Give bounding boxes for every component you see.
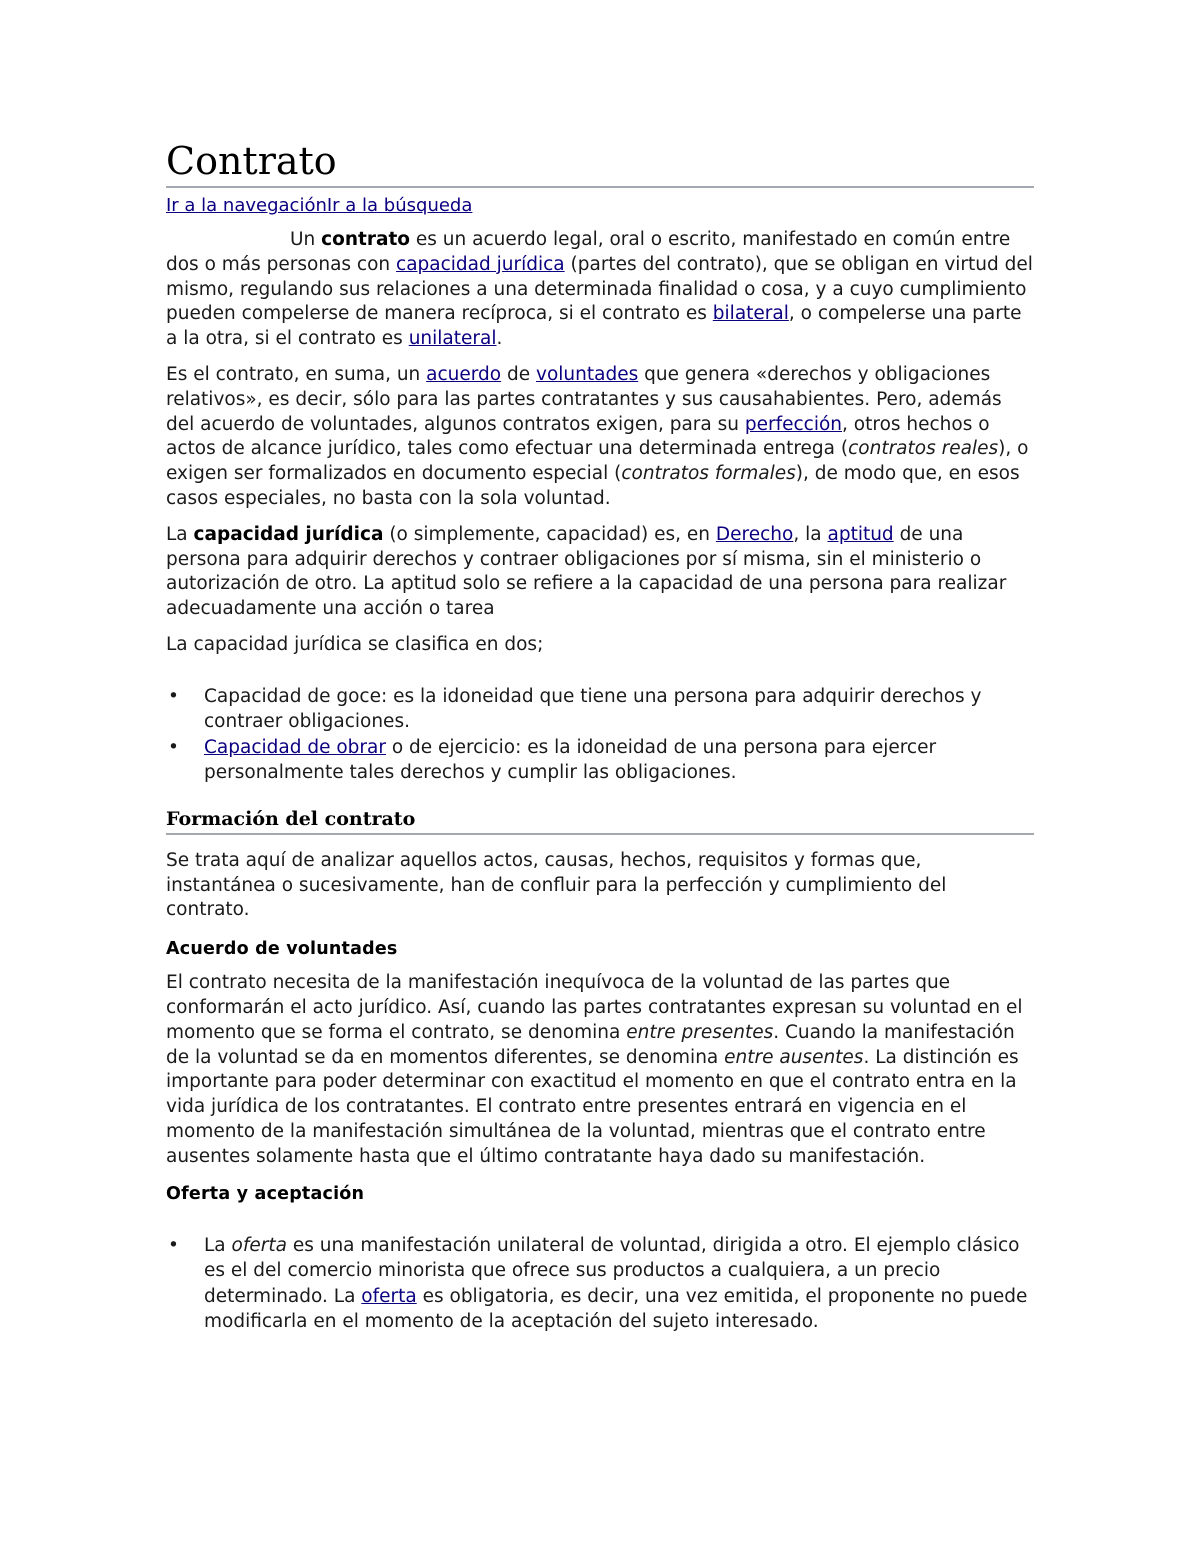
page-title: Contrato [166,138,1034,188]
list-item: • Capacidad de obrar o de ejercicio: es la idoneidad de una persona para ejercer personalmente tales derechos y cumplir las obligaciones. [168,736,937,784]
link-perfeccion[interactable]: perfección [744,413,843,435]
paragraph-formacion: Se trata aquí de analizar aquellos actos, causas, hechos, requisitos y formas que, instantánea o sucesivamente, han de confluir para la perfección y cumplimiento del contrato. [166,849,947,921]
link-derecho[interactable]: Derecho [715,523,794,545]
link-capacidad-juridica[interactable]: capacidad jurídica [396,253,565,275]
bullet-icon: • [168,1234,179,1256]
term-contrato: contrato [321,229,411,250]
paragraph-acuerdo: Es el contrato, en suma, un acuerdo de voluntades que genera «derechos y obligaciones relativos», es decir, sólo para las partes contratantes y sus causahabientes. Pero, además del acuerdo de voluntades, algunos contratos exigen, para su perfección, otros hechos o actos de alcance jurídico, tales como efectuar una determinada entrega (contratos reales), o exigen ser formalizados en documento especial (contratos formales), de modo que, en esos casos especiales, no basta con la sola voluntad. [166,363,1029,509]
section-heading-formacion: Formación del contrato [166,806,1034,835]
link-oferta[interactable]: oferta [361,1285,417,1307]
term-capacidad-juridica: capacidad jurídica [193,523,384,545]
link-unilateral[interactable]: unilateral [408,328,497,350]
list-item: • Capacidad de goce: es la idoneidad que tiene una persona para adquirir derechos y contraer obligaciones. [168,685,982,733]
link-acuerdo[interactable]: acuerdo [426,363,502,385]
list-item: • La oferta es una manifestación unilateral de voluntad, dirigida a otro. El ejemplo clásico es el del comercio minorista que ofrece sus productos a cualquiera, a un precio determinado. La oferta es obligatoria, es decir, una vez emitida, el proponente no puede modificarla en el momento de la aceptación del sujeto interesado. [168,1234,1028,1333]
bullet-icon: • [168,736,179,758]
paragraph-clasificacion: La capacidad jurídica se clasifica en dos; [166,633,544,655]
subsection-heading-acuerdo: Acuerdo de voluntades [166,939,398,960]
jump-links-link[interactable]: Ir a la navegaciónIr a la búsqueda [166,195,473,216]
link-capacidad-de-obrar[interactable]: Capacidad de obrar [204,736,386,758]
subsection-heading-oferta: Oferta y aceptación [166,1183,365,1204]
oferta-list [166,1233,1034,1335]
link-bilateral[interactable]: bilateral [712,303,789,325]
link-voluntades[interactable]: voluntades [536,363,639,385]
bullet-icon: • [168,685,179,707]
document-page [166,138,1034,1335]
capacidad-list [166,684,1034,786]
intro-paragraph: Un contrato es un acuerdo legal, oral o escrito, manifestado en común entre dos o más personas con capacidad jurídica (partes del contrato), que se obligan en virtud del mismo, regulando sus relaciones a una determinada finalidad o cosa, y a cuyo cumplimiento pueden compelerse de manera recíproca, si el contrato es bilateral, o compelerse una parte a la otra, si el contrato es unilateral. [166,229,1033,350]
paragraph-capacidad: La capacidad jurídica (o simplemente, capacidad) es, en Derecho, la aptitud de una persona para adquirir derechos y contraer obligaciones por sí misma, sin el ministerio o autorización de otro. La aptitud solo se refiere a la capacidad de una persona para realizar adecuadamente una acción o tarea [166,523,1007,620]
link-aptitud[interactable]: aptitud [827,523,894,545]
paragraph-acuerdo-voluntades: El contrato necesita de la manifestación inequívoca de la voluntad de las partes que conformarán el acto jurídico. Así, cuando las partes contratantes expresan su voluntad en el momento que se forma el contrato, se denomina entre presentes. Cuando la manifestación de la voluntad se da en momentos diferentes, se denomina entre ausentes. La distinción es importante para poder determinar con exactitud el momento en que el contrato entra en la vida jurídica de los contratantes. El contrato entre presentes entrará en vigencia en el momento de la manifestación simultánea de la voluntad, mientras que el contrato entre ausentes solamente hasta que el último contratante haya dado su manifestación. [166,972,1023,1167]
jump-links [166,194,1034,218]
